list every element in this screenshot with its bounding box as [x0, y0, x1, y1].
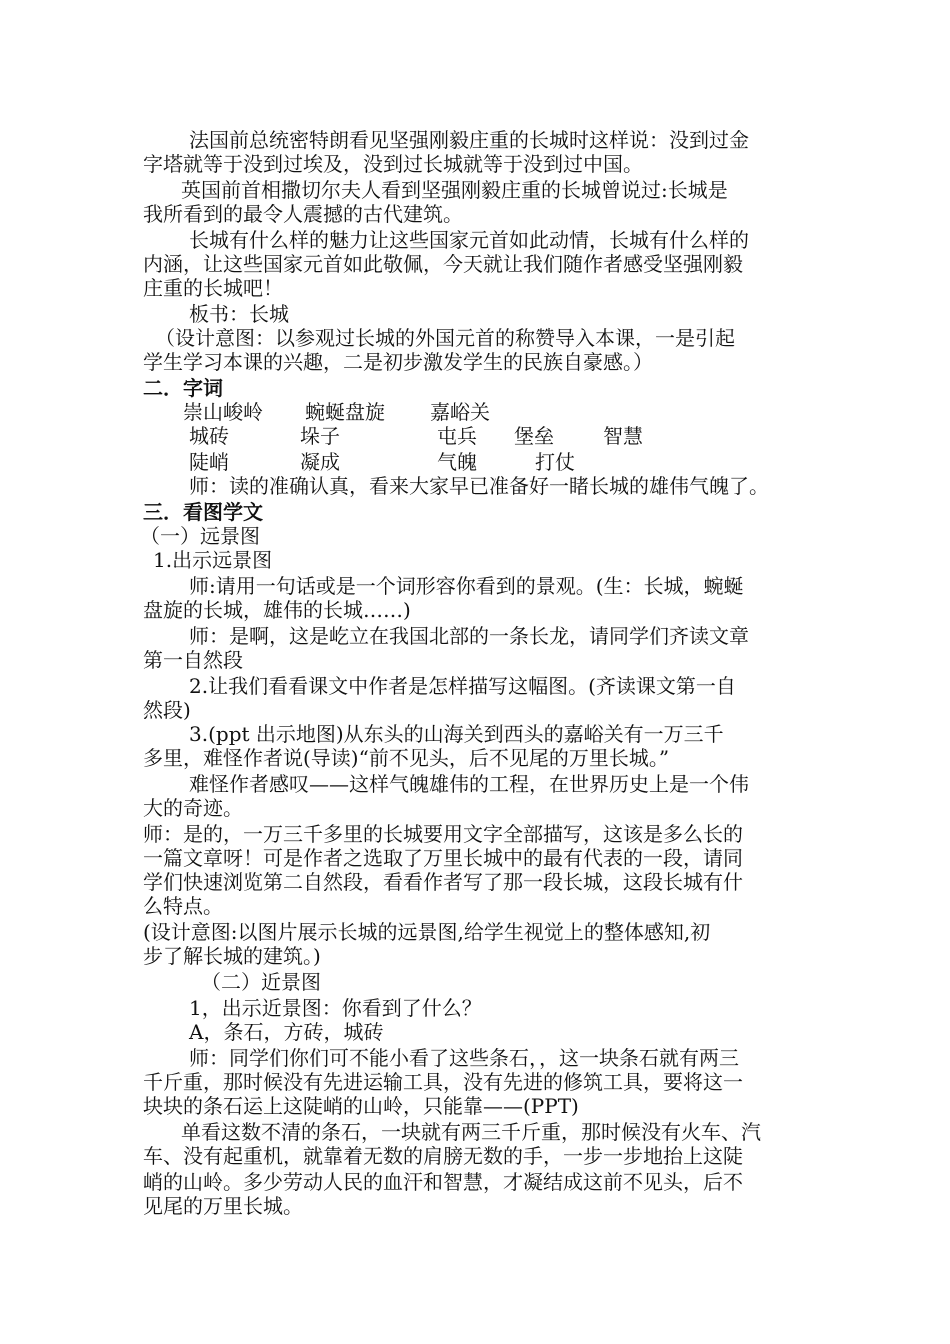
paragraph-line: 庄重的长城吧！: [143, 276, 283, 300]
vocab-word: 蜿蜒盘旋: [305, 400, 385, 424]
paragraph-line: 师:请用一句话或是一个词形容你看到的景观。(生：长城，蜿蜒: [189, 574, 744, 598]
section-heading: 三．看图学文: [143, 500, 263, 524]
paragraph-line: A，条石，方砖，城砖: [189, 1020, 384, 1044]
paragraph-line: 大的奇迹。: [143, 796, 243, 820]
paragraph-line: 2.让我们看看课文中作者是怎样描写这幅图。(齐读课文第一自: [189, 674, 736, 698]
paragraph-line: 师：是啊，这是屹立在我国北部的一条长龙，请同学们齐读文章: [189, 624, 749, 648]
vocab-word: 垛子: [300, 424, 340, 448]
paragraph-line: 一篇文章呀！可是作者之选取了万里长城中的最有代表的一段，请同: [143, 846, 743, 870]
paragraph-line: 多里，难怪作者说(导读)“前不见头，后不见尾的万里长城。”: [143, 746, 670, 770]
paragraph-line: 内涵，让这些国家元首如此敬佩，今天就让我们随作者感受坚强刚毅: [143, 252, 743, 276]
vocab-word: 崇山峻岭: [183, 400, 263, 424]
vocab-word: 堡垒: [514, 424, 554, 448]
paragraph-line: 难怪作者感叹——这样气魄雄伟的工程，在世界历史上是一个伟: [189, 772, 749, 796]
paragraph-line: 3.(ppt 出示地图)从东头的山海关到西头的嘉峪关有一万三千: [189, 722, 724, 746]
vocab-word: 屯兵: [437, 424, 477, 448]
paragraph-line: 字塔就等于没到过埃及，没到过长城就等于没到过中国。: [143, 152, 643, 176]
paragraph-line: 长城有什么样的魅力让这些国家元首如此动情，长城有什么样的: [189, 228, 749, 252]
paragraph-line: 第一自然段: [143, 648, 243, 672]
paragraph-line: 师：同学们你们可不能小看了这些条石，，这一块条石就有两三: [189, 1046, 739, 1070]
paragraph-line: 英国前首相撒切尔夫人看到坚强刚毅庄重的长城曾说过:长城是: [181, 178, 728, 202]
paragraph-line: 师：读的准确认真，看来大家早已准备好一睹长城的雄伟气魄了。: [189, 474, 769, 498]
vocab-word: 打仗: [535, 450, 575, 474]
paragraph-line: 1.出示远景图: [153, 548, 273, 572]
section-heading: 二．字词: [143, 376, 223, 400]
vocab-word: 凝成: [300, 450, 340, 474]
vocab-word: 城砖: [189, 424, 229, 448]
paragraph-line: 师：是的，一万三千多里的长城要用文字全部描写，这该是多么长的: [143, 822, 743, 846]
paragraph-line: 么特点。: [143, 894, 223, 918]
paragraph-line: 1，出示近景图：你看到了什么？: [189, 996, 482, 1020]
paragraph-line: 车、没有起重机，就靠着无数的肩膀无数的手，一步一步地抬上这陡: [143, 1144, 743, 1168]
paragraph-line: 我所看到的最令人震撼的古代建筑。: [143, 202, 463, 226]
paragraph-line: 单看这数不清的条石，一块就有两三千斤重，那时候没有火车、汽: [181, 1120, 761, 1144]
vocab-word: 陡峭: [189, 450, 229, 474]
paragraph-line: （设计意图：以参观过长城的外国元首的称赞导入本课，一是引起: [155, 326, 735, 350]
paragraph-line: 法国前总统密特朗看见坚强刚毅庄重的长城时这样说：没到过金: [189, 128, 749, 152]
paragraph-line: 板书：长城: [189, 302, 289, 326]
paragraph-line: (设计意图:以图片展示长城的远景图,给学生视觉上的整体感知,初: [143, 920, 711, 944]
vocab-word: 气魄: [437, 450, 477, 474]
subsection-heading: （二）近景图: [201, 970, 321, 994]
vocab-word: 嘉峪关: [430, 400, 490, 424]
paragraph-line: 块块的条石运上这陡峭的山岭，只能靠——(PPT): [143, 1094, 579, 1118]
paragraph-line: 然段): [143, 698, 191, 722]
subsection-heading: （一）远景图: [140, 524, 260, 548]
paragraph-line: 千斤重，那时候没有先进运输工具，没有先进的修筑工具，要将这一: [143, 1070, 743, 1094]
paragraph-line: 见尾的万里长城。: [143, 1194, 303, 1218]
paragraph-line: 步了解长城的建筑。): [143, 944, 321, 968]
paragraph-line: 学们快速浏览第二自然段，看看作者写了那一段长城，这段长城有什: [143, 870, 743, 894]
vocab-word: 智慧: [603, 424, 643, 448]
paragraph-line: 峭的山岭。多少劳动人民的血汗和智慧，才凝结成这前不见头，后不: [143, 1170, 743, 1194]
paragraph-line: 盘旋的长城，雄伟的长城……): [143, 598, 411, 622]
paragraph-line: 学生学习本课的兴趣，二是初步激发学生的民族自豪感。）: [143, 350, 653, 374]
